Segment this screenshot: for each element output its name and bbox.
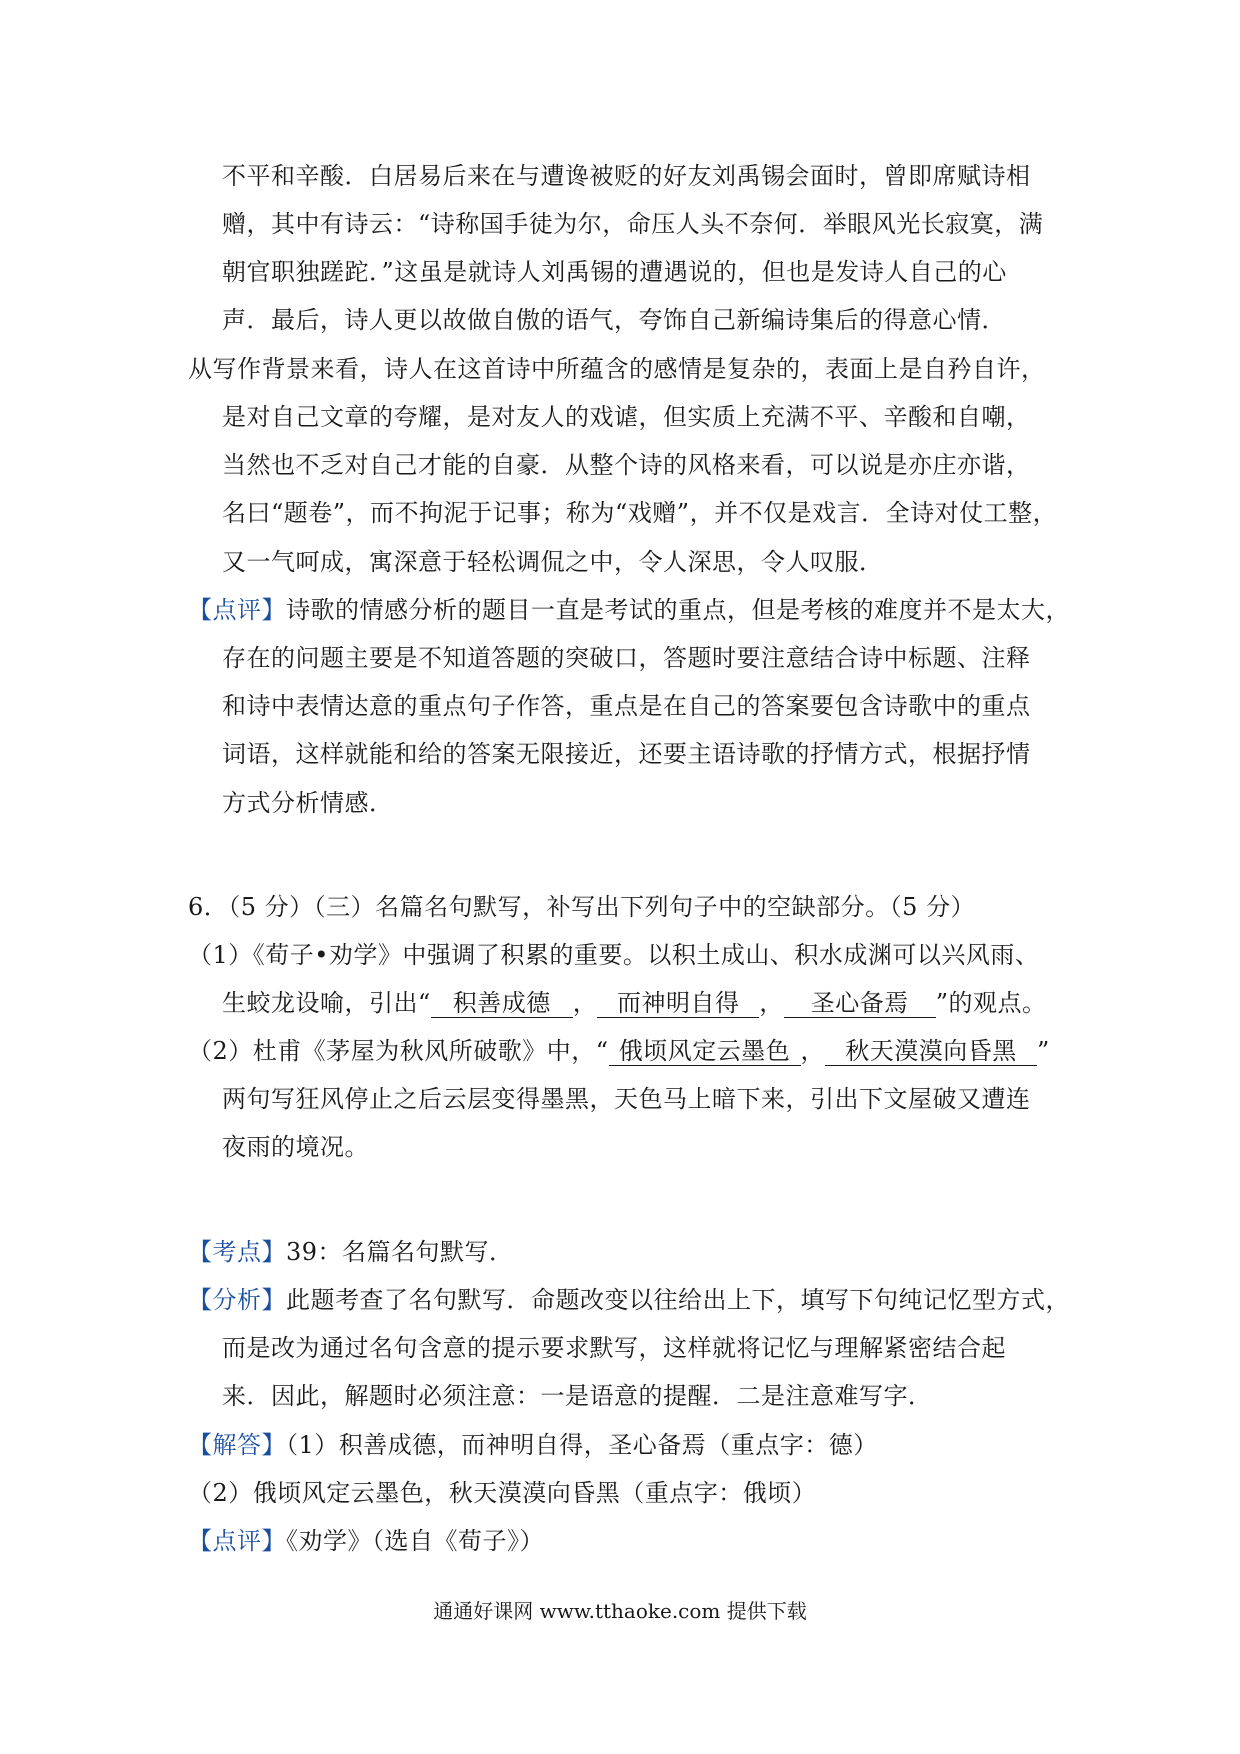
item-text: ， — [800, 1037, 826, 1065]
paragraph-line: 方式分析情感． — [222, 789, 394, 817]
review-text: 《劝学》（选自《荀子》） — [286, 1527, 544, 1555]
item-text: ， — [572, 989, 598, 1017]
paragraph-line: 当然也不乏对自己才能的自豪．从整个诗的风格来看，可以说是亦庄亦谐， — [222, 451, 1031, 479]
paragraph-line: 声．最后，诗人更以故做自傲的语气，夸饰自己新编诗集后的得意心情． — [222, 306, 1006, 334]
answer-blank: 积善成德 — [431, 989, 573, 1018]
item-text: ”的观点。 — [935, 989, 1047, 1017]
review-tag: 【点评】 — [188, 1527, 286, 1555]
item-text: ” — [1037, 1037, 1050, 1065]
review-text: 诗歌的情感分析的题目一直是考试的重点，但是考核的难度并不是太大， — [286, 596, 1070, 624]
fenxi-section — [188, 1284, 1070, 1316]
question-item-1-blanks — [222, 987, 1047, 1019]
paragraph-line: 存在的问题主要是不知道答题的突破口，答题时要注意结合诗中标题、注释 — [222, 644, 1031, 672]
answer-blank: 圣心备焉 — [784, 989, 936, 1018]
kaodian-section — [188, 1236, 514, 1268]
item-text: ， — [759, 989, 784, 1017]
paragraph-line: 和诗中表情达意的重点句子作答，重点是在自己的答案要包含诗歌中的重点 — [222, 692, 1031, 720]
paragraph-line: 而是改为通过名句含意的提示要求默写，这样就将记忆与理解紧密结合起 — [222, 1334, 1006, 1362]
paragraph-line: 词语，这样就能和给的答案无限接近，还要主语诗歌的抒情方式，根据抒情 — [222, 740, 1031, 768]
paragraph-line: 不平和辛酸．白居易后来在与遭谗被贬的好友刘禹锡会面时，曾即席赋诗相 — [222, 162, 1031, 190]
review-section — [188, 594, 1070, 626]
review-tag: 【点评】 — [188, 596, 286, 624]
paragraph-line: 名曰“题卷”，而不拘泥于记事；称为“戏赠”，并不仅是戏言．全诗对仗工整， — [222, 499, 1058, 527]
paragraph-line: 来．因此，解题时必须注意：一是语意的提醒．二是注意难写字． — [222, 1382, 933, 1410]
answer-blank: 秋天漠漠向昏黑 — [825, 1037, 1037, 1066]
paragraph-line: 朝官职独蹉跎．”这虽是就诗人刘禹锡的遭遇说的，但也是发诗人自己的心 — [222, 258, 1007, 286]
question-item-2-blanks — [188, 1035, 1050, 1067]
paragraph-line: 两句写狂风停止之后云层变得墨黑，天色马上暗下来，引出下文屋破又遭连 — [222, 1085, 1031, 1113]
jieda-text: （1）积善成德，而神明自得，圣心备焉（重点字：德） — [286, 1431, 878, 1459]
answer-blank: 俄顷风定云墨色 — [609, 1037, 801, 1066]
jieda-tag: 【解答】 — [188, 1431, 286, 1459]
fenxi-text: 此题考查了名句默写．命题改变以往给出上下，填写下句纯记忆型方式， — [286, 1286, 1070, 1314]
paragraph-line: 赠，其中有诗云：“诗称国手徒为尔，命压人头不奈何．举眼风光长寂寞，满 — [222, 210, 1044, 238]
review-section — [188, 1525, 544, 1557]
kaodian-tag: 【考点】 — [188, 1238, 286, 1266]
paragraph-line: 夜雨的境况。 — [222, 1133, 369, 1161]
paragraph-line: 是对自己文章的夸耀，是对友人的戏谑，但实质上充满不平、辛酸和自嘲， — [222, 403, 1031, 431]
question-item-1-line: （1）《荀子•劝学》中强调了积累的重要。以积土成山、积水成渊可以兴风雨、 — [188, 941, 1040, 969]
fenxi-tag: 【分析】 — [188, 1286, 286, 1314]
question-title: 6．（5 分）（三）名篇名句默写，补写出下列句子中的空缺部分。（5 分） — [188, 893, 976, 921]
answer-blank: 而神明自得 — [597, 989, 759, 1018]
jieda-line-2: （2）俄顷风定云墨色，秋天漠漠向昏黑（重点字：俄顷） — [188, 1479, 817, 1507]
paragraph-line: 又一气呵成，寓深意于轻松调侃之中，令人深思，令人叹服． — [222, 548, 884, 576]
kaodian-text: 39：名篇名句默写． — [286, 1238, 514, 1266]
item-text: （2）杜甫《茅屋为秋风所破歌》中，“ — [188, 1037, 609, 1065]
jieda-section — [188, 1429, 878, 1461]
paragraph-line: 从写作背景来看，诗人在这首诗中所蕴含的感情是复杂的，表面上是自矜自许， — [188, 355, 1046, 383]
page-footer: 通通好课网 www.tthaoke.com 提供下载 — [433, 1599, 807, 1623]
item-text: 生蛟龙设喻，引出“ — [222, 989, 431, 1017]
